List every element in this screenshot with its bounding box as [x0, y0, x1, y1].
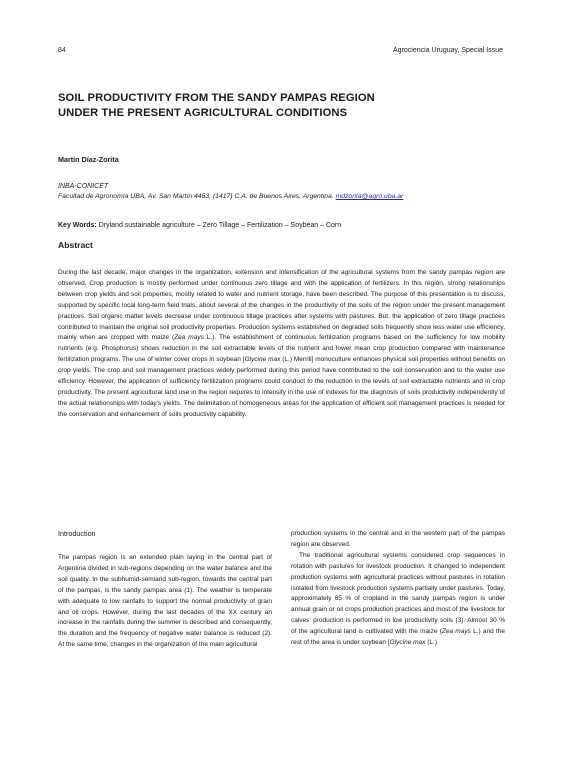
- intro-p2-italic-2: Glycine max: [389, 639, 426, 647]
- keywords: [58, 222, 341, 229]
- intro-paragraph-1: The pampas region is an extended plain laying in the central part of Argentina divided in sub-regions depending on the water balance and the soil quality. In the subhumid-semiarid sub-region, towards the central part of the pampas, is the sandy pampas area (1). The weather is temperate with adequate to low rainfalls to support the normal productivity of grain and oil crops. However, during the last decades of the XX century an increase in the rainfalls during the summer is described and consequently, the duration and the frequency of negative water balance is reduced (2). At the same time, changes in the organization of the main agricultural: [58, 554, 272, 649]
- address-text: Facultad de Agronomía UBA, Av. San Martín 4453, (1417) C.A. de Buenos Aires, Argentina.: [58, 193, 336, 200]
- title-line-1: SOIL PRODUCTIVITY FROM THE SANDY PAMPAS REGION: [58, 92, 375, 104]
- left-column: [58, 553, 272, 651]
- keywords-text: Dryland sustainable agriculture – Zero Tillage – Fertilization – Soybean – Corn: [96, 222, 342, 229]
- page-number: 84: [58, 47, 66, 54]
- abstract-text-1: During the last decade, major changes in the organization, extension and intensification of the agricultural systems from the sandy pampas region are observed. Crop production is mostly performed under continuous zero tillage and with the application of fertilizers. In this region, strong relationships between crop yields and soil properties, mostly related to water and nutrient storage, have been described. The purpose of this presentation is to discuss, supported by specific local long-term field trials, about several of the changes in the productivity of the soils of the region under the present management practices. Soil organic matter levels decrease under continuous tillage practices after systems with pastures. But, the application of zero tillage practices contributed to maintain the original soil productivity properties. Production systems established on degraded soils frequently show less water use efficiency, mainly when are cropped with maize (: [58, 269, 505, 342]
- author-name: Martín Díaz-Zorita: [58, 155, 119, 164]
- intro-p2-italic-1: Zea mays: [441, 628, 471, 636]
- abstract-heading: Abstract: [58, 240, 93, 250]
- institute: INBA-CONICET: [58, 183, 109, 190]
- abstract-body: [58, 268, 505, 421]
- intro-p2-text-2: L.) and the rest of the area is under soybean [: [291, 628, 506, 647]
- right-column: [291, 529, 505, 649]
- intro-paragraph-2: [291, 551, 505, 649]
- author-address: [58, 193, 403, 200]
- title-line-2: UNDER THE PRESENT AGRICULTURAL CONDITIONS: [58, 106, 348, 119]
- abstract-italic-1: Zea mays: [174, 334, 204, 342]
- intro-p2-text-3: (L.): [425, 639, 437, 647]
- introduction-heading: Introduction: [58, 529, 96, 538]
- intro-paragraph-1-cont: production systems in the central and in the western part of the pampas region are observed.: [291, 530, 505, 548]
- paper-title: [58, 91, 508, 120]
- abstract-text-2: L.). The establishment of continuous fertilization programs based on the sufficiency for low mobility nutrients (e.g. Phosphorus) shows reduction in the soil extractable levels of the nutrient and lower mean crop production compared with maintenance fertilization programs. The use of winter cover crops in soybean [: [58, 334, 505, 364]
- author-email-link[interactable]: mdzorita@agro.uba.ar: [335, 193, 404, 200]
- abstract-italic-2: Glycine max: [244, 356, 281, 364]
- journal-name: Agrociencia Uruguay, Special Issue: [393, 47, 503, 54]
- keywords-label: Key Words:: [58, 222, 97, 229]
- abstract-text-3: (L.) Merrill] monoculture enhances physical soil properties without benefits on crop yields. The crop and soil management practices widely performed during this period have contributed to the soil conservation and to the water use efficiency. However, the application of sufficiency fertilization programs could conduct to the reduction in the levels of soil extractable nutrients and in crop productivity. The present agricultural land use in the region requires to intensify in the use of indexes for the diagnosis of soils productivity independently of the actual relationships with today's yields. The delimitation of homogeneous areas for the application of efficient soil management practices is needed for the conservation and enhancement of soils productivity capability.: [58, 356, 505, 418]
- intro-p2-text-1: The traditional agricultural systems considered crop sequences in rotation with pastures for livestock production. It changed to independent production systems with agricultural practices without pastures in rotation isolated from livestock production systems partially under pastures. Today, approximately 65 % of cropland in the sandy pampas region is under annual grain or oil crops production practices and most of the livestock for calves' production is performed in low productivity soils (3). Almost 30 % of the agricultural land is cultivated with the maize (: [291, 551, 505, 636]
